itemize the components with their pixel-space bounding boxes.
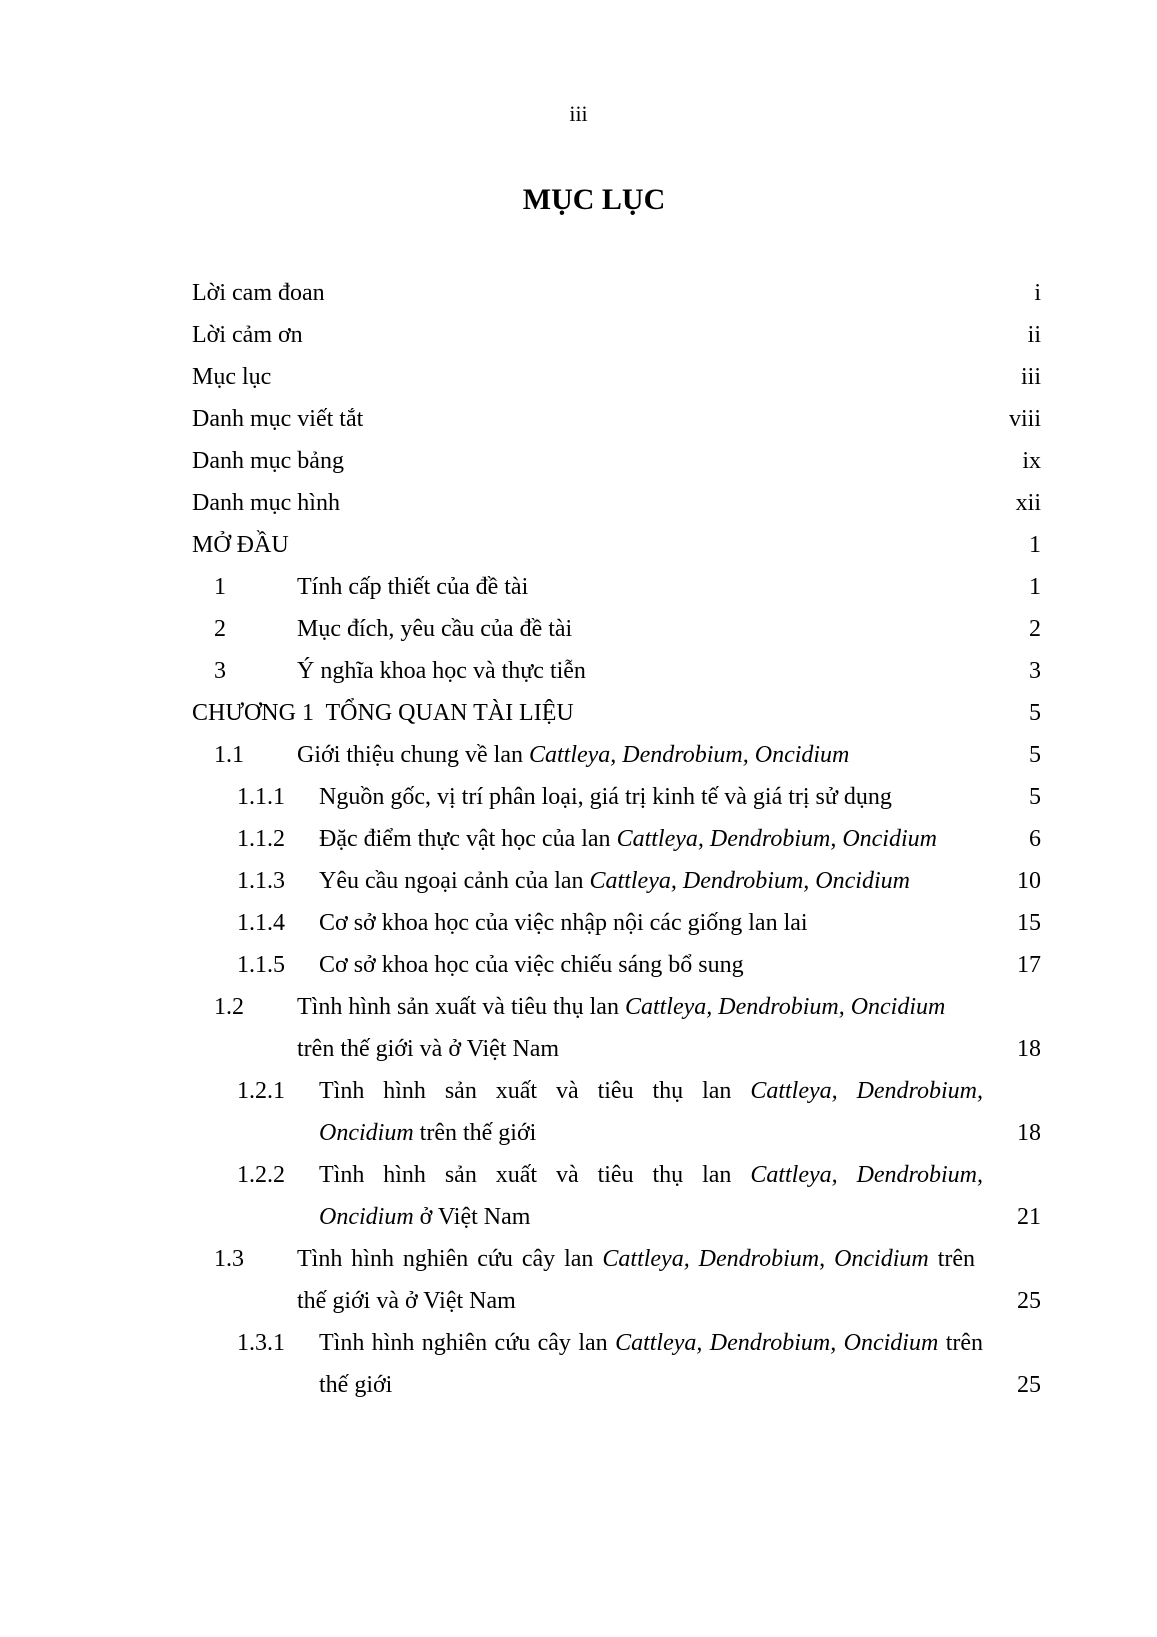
toc-entry-title: Tình hình sản xuất và tiêu thụ lan Cattleya, Dendrobium, Oncidium trên thế giới xyxy=(319,1078,984,1146)
toc-entry-page: 18 xyxy=(1017,1036,1041,1062)
toc-entry-number: 1.1.4 xyxy=(237,910,285,936)
toc-entry-title: Tính cấp thiết của đề tài xyxy=(297,574,529,600)
toc-entry-1-2-2[interactable] xyxy=(0,1154,1157,1238)
page-number: iii xyxy=(569,101,588,126)
toc-entry-title: Giới thiệu chung về lan Cattleya, Dendrobium, Oncidium xyxy=(297,742,850,768)
toc-entry-page: 1 xyxy=(1029,532,1041,558)
toc-entry-title: Tình hình nghiên cứu cây lan Cattleya, Dendrobium, Oncidium trên thế giới xyxy=(319,1330,984,1398)
toc-entry-page: 2 xyxy=(1029,616,1041,642)
toc-entry-number: 1.3 xyxy=(214,1246,244,1272)
toc-entry-page: 5 xyxy=(1029,742,1041,768)
toc-entry-danh-muc-bang[interactable] xyxy=(0,440,1157,482)
toc-entry-page: i xyxy=(1034,280,1041,306)
toc-entry-title: Mục lục xyxy=(192,364,272,390)
toc-entry-page: 25 xyxy=(1017,1288,1041,1314)
page-title: MỤC LỤC xyxy=(522,183,666,216)
toc-entry-number: 1 xyxy=(214,574,226,600)
toc-entry-chuong-1[interactable] xyxy=(0,692,1157,734)
toc-entry-1-1-3[interactable] xyxy=(0,860,1157,902)
toc-entry-number: 1.1 xyxy=(214,742,244,768)
toc-entry-page: iii xyxy=(1020,364,1041,390)
toc-entry-1-1-5[interactable] xyxy=(0,944,1157,986)
toc-entry-title: Tình hình nghiên cứu cây lan Cattleya, Dendrobium, Oncidium trên thế giới và ở Việt Nam xyxy=(297,1246,976,1314)
toc-entry-1-2-1[interactable] xyxy=(0,1070,1157,1154)
toc-entry-number: 1.1.3 xyxy=(237,868,285,894)
toc-entry-page: 21 xyxy=(1017,1204,1041,1230)
toc-entry-number: 1.2 xyxy=(214,994,244,1020)
toc-entry-page: viii xyxy=(1008,406,1041,432)
toc-entry-1-3[interactable] xyxy=(0,1238,1157,1322)
toc-entry-1-1-4[interactable] xyxy=(0,902,1157,944)
toc-entry-page: 6 xyxy=(1029,826,1041,852)
toc-entry-page: ix xyxy=(1022,448,1041,474)
toc-entry-page: xii xyxy=(1015,490,1041,516)
toc-entry-muc-luc[interactable] xyxy=(0,356,1157,398)
toc-entry-page: 17 xyxy=(1017,952,1041,978)
toc-entry-title: Cơ sở khoa học của việc chiếu sáng bổ sung xyxy=(319,952,744,978)
toc-entry-1-1-1[interactable] xyxy=(0,776,1157,818)
toc-entry-title: Cơ sở khoa học của việc nhập nội các giống lan lai xyxy=(319,910,808,936)
toc-entry-title: Danh mục bảng xyxy=(192,448,344,474)
toc-entry-number: 1.2.2 xyxy=(237,1162,285,1188)
toc-entry-title: Tình hình sản xuất và tiêu thụ lan Cattleya, Dendrobium, Oncidium ở Việt Nam xyxy=(319,1162,984,1230)
toc-entry-1-1-2[interactable] xyxy=(0,818,1157,860)
toc-entry-title: Ý nghĩa khoa học và thực tiễn xyxy=(297,658,586,684)
toc-entry-title: Yêu cầu ngoại cảnh của lan Cattleya, Dendrobium, Oncidium xyxy=(319,868,910,894)
toc-entry-title: Đặc điểm thực vật học của lan Cattleya, Dendrobium, Oncidium xyxy=(319,826,937,852)
toc-entry-loi-cam-doan[interactable] xyxy=(0,272,1157,314)
toc-entry-title: Lời cảm ơn xyxy=(192,322,303,348)
toc-entry-page: 3 xyxy=(1029,658,1041,684)
toc-entry-title: Danh mục hình xyxy=(192,490,340,516)
toc-entry-page: 25 xyxy=(1017,1372,1041,1398)
toc-entry-1[interactable] xyxy=(0,566,1157,608)
toc-entry-loi-cam-on[interactable] xyxy=(0,314,1157,356)
toc-entry-number: 1.2.1 xyxy=(237,1078,285,1104)
toc-entry-title: Mục đích, yêu cầu của đề tài xyxy=(297,616,573,642)
toc-entry-page: 5 xyxy=(1029,784,1041,810)
toc-entry-title: Danh mục viết tắt xyxy=(192,406,364,432)
toc-entry-1-2[interactable] xyxy=(0,986,1157,1070)
toc-entry-number: 3 xyxy=(214,658,226,684)
toc-entry-title: Tình hình sản xuất và tiêu thụ lan Cattleya, Dendrobium, Oncidium trên thế giới và ở Việt Nam xyxy=(297,994,946,1062)
toc-entry-1-3-1[interactable] xyxy=(0,1322,1157,1406)
toc-entry-title: Lời cam đoan xyxy=(192,280,325,306)
toc-entry-title: MỞ ĐẦU xyxy=(192,532,289,558)
toc-entry-number: 2 xyxy=(214,616,226,642)
toc-entry-1-1[interactable] xyxy=(0,734,1157,776)
toc-entry-3[interactable] xyxy=(0,650,1157,692)
toc-entry-danh-muc-viet-tat[interactable] xyxy=(0,398,1157,440)
toc-entry-2[interactable] xyxy=(0,608,1157,650)
toc-entry-danh-muc-hinh[interactable] xyxy=(0,482,1157,524)
toc-entry-page: 18 xyxy=(1017,1120,1041,1146)
toc-entry-number: 1.3.1 xyxy=(237,1330,285,1356)
table-of-contents xyxy=(0,272,1157,1406)
toc-entry-number: 1.1.5 xyxy=(237,952,285,978)
toc-entry-page: 10 xyxy=(1017,868,1041,894)
toc-entry-page: 5 xyxy=(1029,700,1041,726)
toc-entry-number: 1.1.2 xyxy=(237,826,285,852)
toc-entry-title: CHƯƠNG 1 TỔNG QUAN TÀI LIỆU xyxy=(192,700,574,726)
toc-entry-page: ii xyxy=(1027,322,1041,348)
toc-entry-mo-dau[interactable] xyxy=(0,524,1157,566)
toc-entry-page: 1 xyxy=(1029,574,1041,600)
toc-entry-title: Nguồn gốc, vị trí phân loại, giá trị kinh tế và giá trị sử dụng xyxy=(319,784,892,810)
toc-entry-page: 15 xyxy=(1017,910,1041,936)
toc-entry-number: 1.1.1 xyxy=(237,784,285,810)
